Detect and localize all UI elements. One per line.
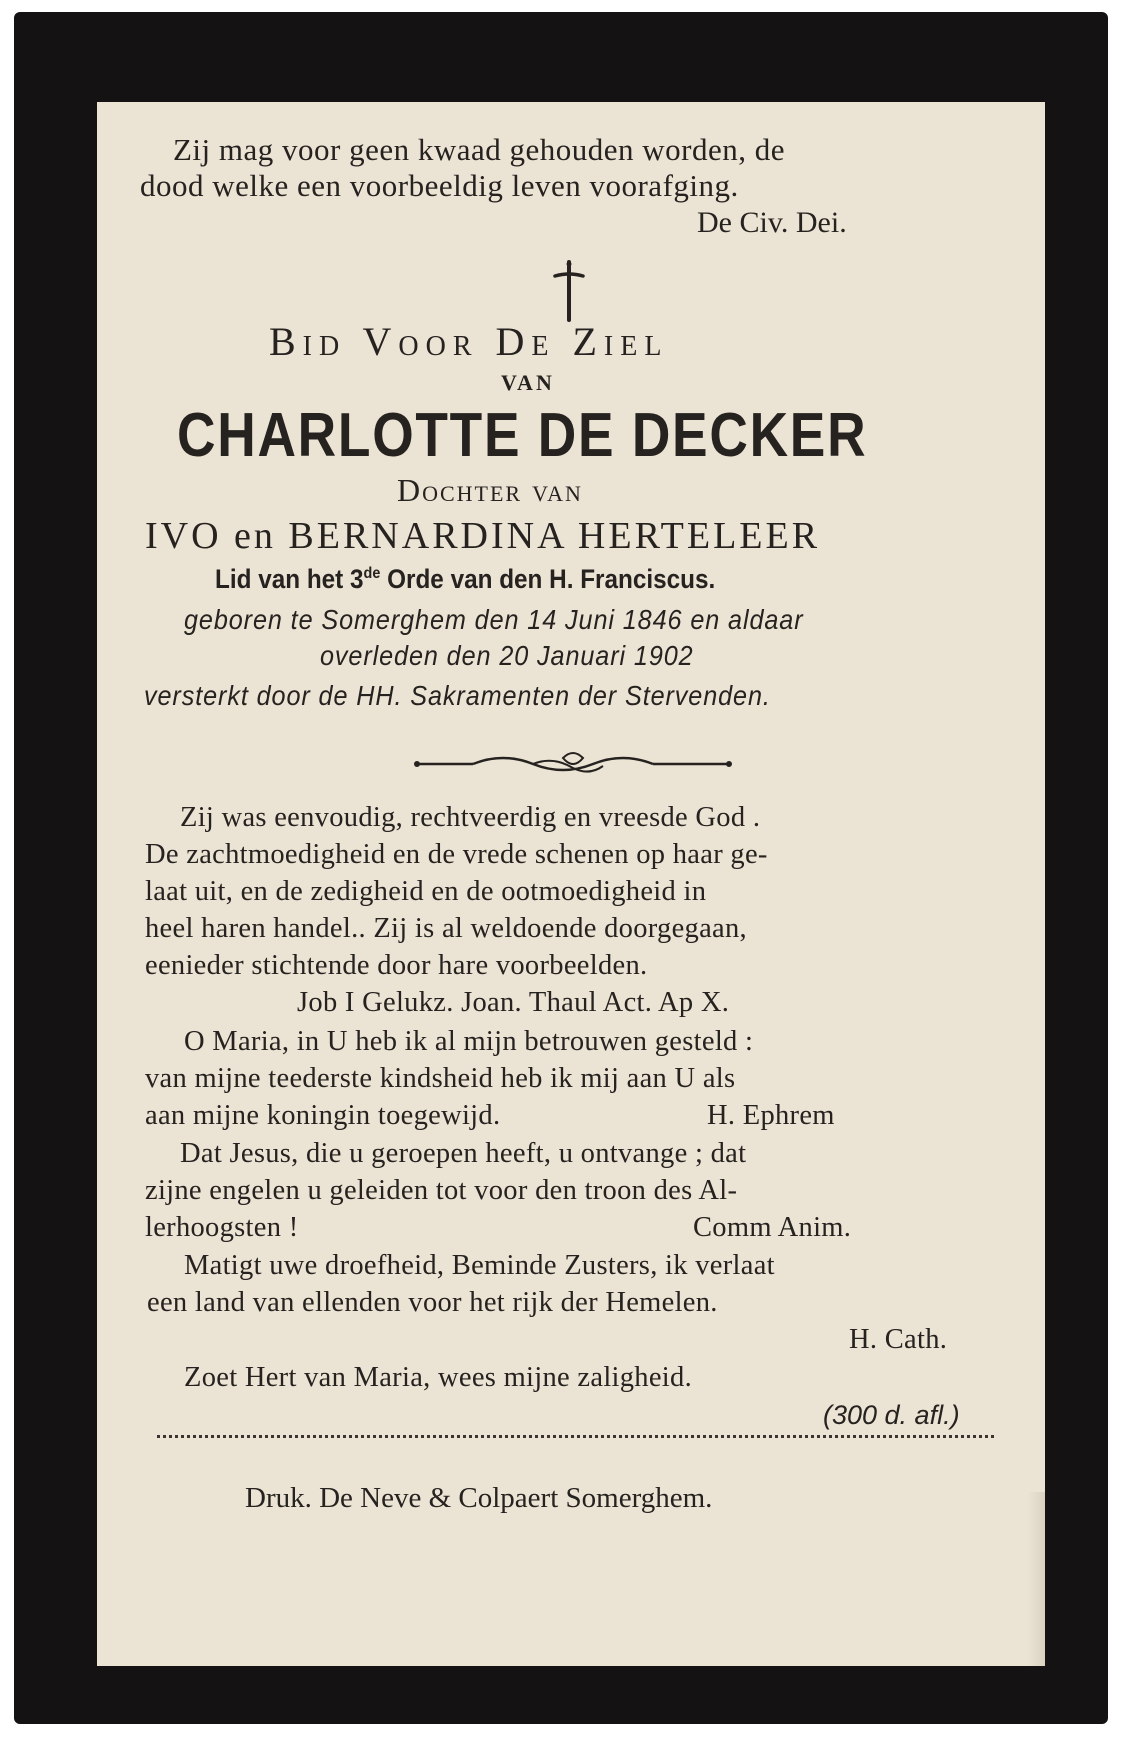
order-suffix: Orde van den H. Franciscus. bbox=[380, 564, 716, 594]
order-superscript: de bbox=[363, 565, 381, 582]
body-p3-line-1: Dat Jesus, die u geroepen heeft, u ontvange ; dat bbox=[180, 1138, 747, 1169]
sacraments-line: versterkt door de HH. Sakramenten der Stervenden. bbox=[144, 680, 771, 711]
body-p3-line-3: lerhoogsten ! bbox=[145, 1212, 299, 1243]
van-label: VAN bbox=[501, 370, 555, 395]
ornament-divider-icon bbox=[413, 744, 733, 784]
deceased-name: CHARLOTTE DE DECKER bbox=[177, 401, 868, 470]
epigraph-source: De Civ. Dei. bbox=[697, 206, 847, 239]
epigraph-line-2: dood welke een voorbeeldig leven voorafging. bbox=[140, 168, 739, 203]
birth-line: geboren te Somerghem den 14 Juni 1846 en aldaar bbox=[184, 604, 804, 635]
prayer-heading: Bid Voor De Ziel bbox=[269, 319, 669, 364]
body-p4-line-2: een land van ellenden voor het rijk der Hemelen. bbox=[147, 1287, 718, 1318]
body-p1-line-3: laat uit, en de zedigheid en de ootmoedigheid in bbox=[145, 876, 707, 907]
body-p2-line-1: O Maria, in U heb ik al mijn betrouwen gesteld : bbox=[184, 1026, 754, 1057]
body-p1-line-2: De zachtmoedigheid en de vrede schenen op haar ge- bbox=[145, 839, 768, 870]
paper-wear bbox=[1027, 1492, 1045, 1666]
order-membership bbox=[215, 564, 715, 595]
body-p2-line-3: aan mijne koningin toegewijd. bbox=[145, 1100, 501, 1131]
footer-divider bbox=[157, 1435, 994, 1438]
card-paper bbox=[97, 102, 1045, 1666]
printer-credit: Druk. De Neve & Colpaert Somerghem. bbox=[245, 1482, 713, 1514]
death-line: overleden den 20 Januari 1902 bbox=[320, 640, 694, 671]
body-p1-source: Job I Gelukz. Joan. Thaul Act. Ap X. bbox=[297, 987, 730, 1018]
memorial-card bbox=[14, 12, 1108, 1724]
body-p1-line-4: heel haren handel.. Zij is al weldoende doorgegaan, bbox=[145, 913, 747, 944]
body-p1-line-5: eenieder stichtende door hare voorbeelden. bbox=[145, 950, 648, 981]
daughter-of: Dochter van bbox=[397, 472, 583, 508]
body-p3-line-2: zijne engelen u geleiden tot voor den troon des Al- bbox=[145, 1175, 738, 1206]
closing-prayer: Zoet Hert van Maria, wees mijne zaligheid. bbox=[184, 1362, 692, 1393]
body-p2-source: H. Ephrem bbox=[707, 1100, 835, 1131]
body-p2-line-2: van mijne teederste kindsheid heb ik mij aan U als bbox=[145, 1063, 736, 1094]
epigraph-line-1: Zij mag voor geen kwaad gehouden worden, de bbox=[173, 132, 786, 167]
cross-icon bbox=[552, 260, 586, 324]
parents-names: IVO en BERNARDINA HERTELEER bbox=[145, 515, 821, 557]
indulgence-note: (300 d. afl.) bbox=[823, 1400, 960, 1430]
body-p4-source: H. Cath. bbox=[849, 1324, 948, 1355]
order-prefix: Lid van het 3 bbox=[215, 564, 364, 594]
body-p3-source: Comm Anim. bbox=[693, 1212, 852, 1243]
body-p4-line-1: Matigt uwe droefheid, Beminde Zusters, ik verlaat bbox=[184, 1250, 775, 1281]
body-p1-line-1: Zij was eenvoudig, rechtveerdig en vreesde God . bbox=[180, 802, 761, 833]
